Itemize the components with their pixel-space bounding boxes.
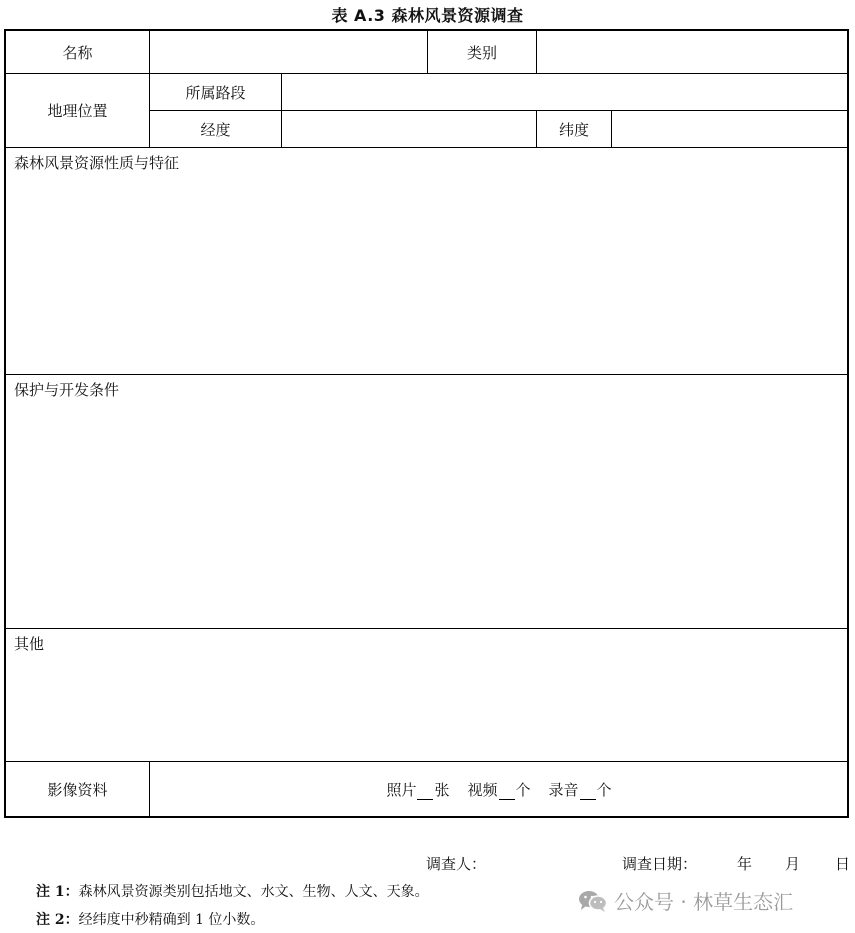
note-1 — [36, 881, 429, 901]
other-label: 其他 — [14, 635, 45, 653]
road-section-label: 所属路段 — [185, 83, 246, 102]
media-label: 影像资料 — [47, 781, 108, 799]
row-divider — [5, 147, 849, 148]
photo-unit: 张 — [434, 781, 450, 799]
features-label: 森林风景资源性质与特征 — [14, 154, 180, 172]
protection-label: 保护与开发条件 — [14, 381, 120, 399]
media-counts — [150, 762, 848, 817]
video-label: 视频 — [467, 781, 498, 799]
wechat-icon — [578, 889, 608, 913]
latitude-label: 纬度 — [558, 120, 589, 139]
note-2 — [36, 909, 264, 929]
audio-unit: 个 — [596, 781, 612, 799]
page-title: 表 A.3 森林风景资源调查 — [331, 6, 524, 25]
audio-count-blank[interactable] — [580, 784, 596, 800]
photo-label: 照片 — [386, 781, 417, 799]
year-label: 年 — [737, 855, 753, 873]
longitude-label: 经度 — [200, 120, 231, 139]
category-label: 类别 — [466, 43, 497, 62]
watermark-text: 公众号 · 林草生态汇 — [614, 890, 794, 914]
row-divider — [5, 374, 849, 375]
photo-count-blank[interactable] — [417, 784, 433, 800]
month-label: 月 — [785, 855, 801, 873]
surveyor-label: 调查人： — [426, 855, 487, 873]
name-label: 名称 — [62, 43, 93, 62]
note-1-prefix: 注 1： — [36, 884, 79, 900]
audio-label: 录音 — [548, 781, 579, 799]
day-label: 日 — [835, 855, 851, 873]
road-section-field[interactable] — [282, 74, 848, 110]
category-field[interactable] — [537, 31, 848, 73]
name-field[interactable] — [150, 31, 427, 73]
video-unit: 个 — [515, 781, 531, 799]
survey-date-label: 调查日期： — [622, 855, 698, 873]
note-1-text: 森林风景资源类别包括地文、水文、生物、人文、天象。 — [78, 884, 429, 900]
location-label: 地理位置 — [47, 102, 108, 120]
video-count-blank[interactable] — [499, 784, 515, 800]
latitude-field[interactable] — [612, 111, 848, 147]
note-2-prefix: 注 2： — [36, 912, 79, 928]
watermark — [578, 886, 793, 915]
longitude-field[interactable] — [282, 111, 536, 147]
note-2-text: 经纬度中秒精确到 1 位小数。 — [78, 912, 265, 928]
row-divider — [5, 628, 849, 629]
